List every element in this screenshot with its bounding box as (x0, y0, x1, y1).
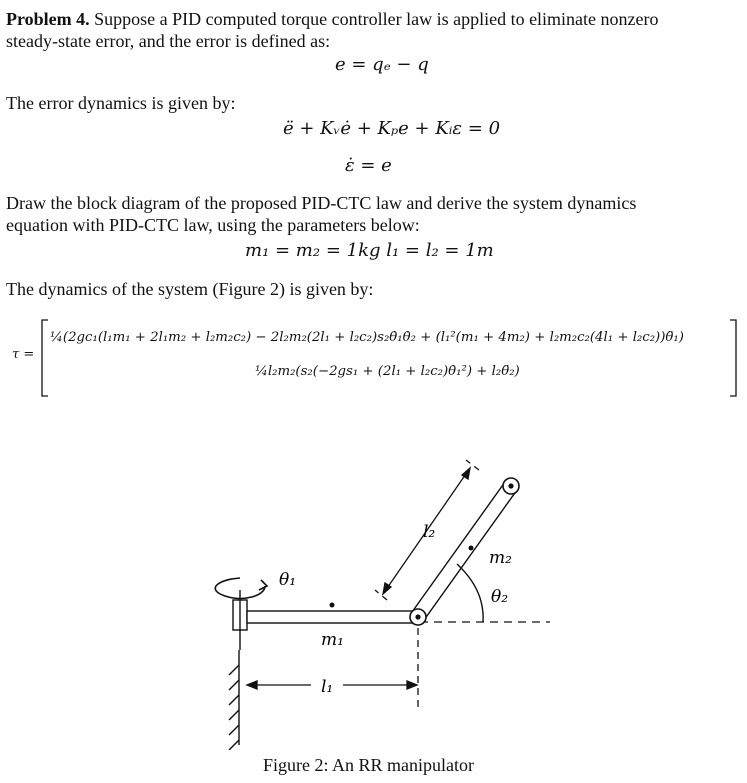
parameters-equation: m₁ = m₂ = 1kg l₁ = l₂ = 1m (245, 240, 494, 261)
m2-mass-dot (469, 546, 474, 551)
system-intro: The dynamics of the system (Figure 2) is given by: (6, 279, 374, 299)
problem-number: Problem 4. (6, 9, 90, 29)
theta1-label: θ₁ (279, 570, 297, 590)
error-dynamics-intro: The error dynamics is given by: (6, 93, 236, 113)
tau-row-2: ¼l₂m₂(s₂(−2gs₁ + (2l₁ + l₂c₂)θ̇₁²) + l₂θ̈₂) (255, 364, 520, 379)
task-line1: Draw the block diagram of the proposed PID-CTC law and derive the system dynamics (6, 193, 637, 213)
l2-label: l₂ (423, 522, 436, 542)
link-1 (247, 611, 417, 623)
rr-manipulator-figure (195, 440, 555, 750)
error-equation: e = qₑ − q (335, 54, 429, 75)
integral-error-equation: ε̇ = e (345, 155, 392, 176)
theta2-arc (457, 564, 483, 622)
intro-text-1: Suppose a PID computed torque controller law is applied to eliminate nonzero (89, 9, 659, 29)
tau-bracket-right (728, 318, 738, 398)
task-line2: equation with PID-CTC law, using the parameters below: (6, 215, 420, 235)
tau-row-1: ¼(2gc₁(l₁m₁ + 2l₁m₂ + l₂m₂c₂) − 2l₂m₂(2l₁ + l₂c₂)s₂θ̇₁θ̇₂ + (l₁²(m₁ + 4m₂) + l₂m₂c₂(4l₁ + l₂c₂))θ̈₁) (50, 330, 684, 345)
m1-label: m₁ (321, 630, 344, 650)
tau-label: τ = (12, 347, 35, 362)
theta2-label: θ₂ (491, 587, 509, 607)
figure-caption: Figure 2: An RR manipulator (263, 755, 474, 775)
problem-intro-line2: steady-state error, and the error is defined as: (6, 31, 331, 51)
theta1-rotation-arrow (215, 578, 267, 598)
m1-mass-dot (330, 603, 335, 608)
ground-hatch (229, 650, 239, 750)
tau-bracket-left (40, 318, 50, 398)
error-dynamics-equation: ë + Kᵥė + Kₚe + Kᵢε = 0 (283, 118, 501, 139)
l1-label: l₁ (321, 677, 334, 697)
m2-label: m₂ (489, 548, 512, 568)
problem-intro-line1 (6, 8, 659, 30)
